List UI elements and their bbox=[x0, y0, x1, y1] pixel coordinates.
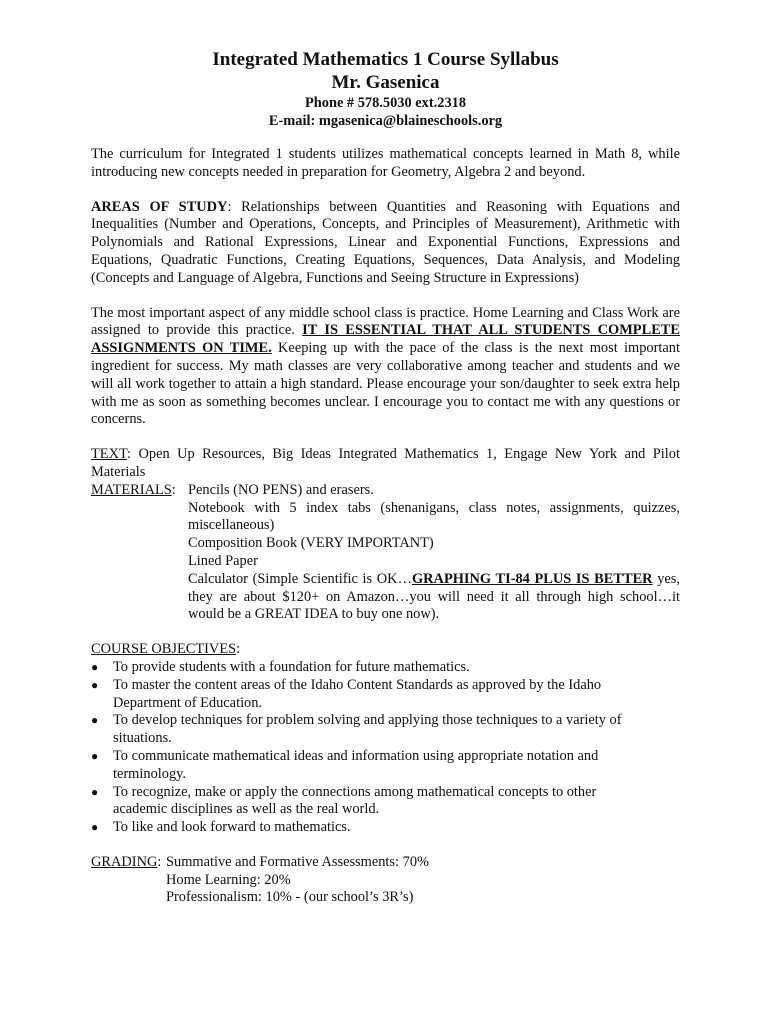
grading-line: Home Learning: 20% bbox=[166, 871, 291, 888]
list-item bbox=[91, 748, 680, 784]
grading-colon: : bbox=[157, 853, 162, 870]
bullet-icon: ● bbox=[91, 713, 99, 728]
objective-text: To like and look forward to mathematics. bbox=[113, 819, 351, 836]
syllabus-page bbox=[91, 48, 680, 907]
practice-text-2: Keeping up with the pace of the class is the next most important ingredient for success. My math classes are very collaborative among teacher and students and we will all work together to attain a high standard. Please encourage your son/daughter to seek extra help with me as soon as something becomes unclear. I encourage you to contact me with any questions or concerns. bbox=[91, 340, 681, 428]
objective-text: To develop techniques for problem solving and applying those techniques to a variety of situations. bbox=[113, 712, 622, 747]
course-objectives-heading bbox=[91, 641, 680, 659]
materials-label: MATERIALS bbox=[91, 481, 172, 498]
objective-text: To communicate mathematical ideas and information using appropriate notation and terminology. bbox=[113, 747, 599, 782]
course-objectives-section bbox=[91, 641, 680, 837]
objectives-list bbox=[91, 659, 680, 837]
areas-of-study-label: AREAS OF STUDY bbox=[91, 198, 228, 215]
grading-label: GRADING bbox=[91, 853, 158, 870]
list-item bbox=[91, 712, 680, 748]
grading-section bbox=[91, 854, 680, 907]
course-objectives-colon: : bbox=[236, 641, 241, 658]
materials-colon: : bbox=[171, 481, 176, 498]
grading-line: Professionalism: 10% - (our school’s 3R’s) bbox=[166, 889, 414, 906]
areas-of-study-text: : Relationships between Quantities and Reasoning with Equations and Inequalities (Number and Operations, Concepts, and Principles of Measurement), Arithmetic with Polynomials and Rational Expressions, Linear and Exponential Functions, Expressions and Equations, Quadratic Functions, Creating Equations, Sequences, Data Analysis, and Modeling (Concepts and Language of Algebra, Functions and Seeing Structure in Expressions) bbox=[91, 198, 680, 286]
materials-item: Lined Paper bbox=[188, 552, 258, 569]
calculator-emphasis: GRAPHING TI-84 PLUS IS BETTER bbox=[411, 570, 653, 587]
document-header bbox=[91, 48, 680, 130]
intro-paragraph: The curriculum for Integrated 1 students utilizes mathematical concepts learned in Math 8, while introducing new concepts needed in preparation for Geometry, Algebra 2 and beyond. bbox=[91, 146, 680, 180]
bullet-icon: ● bbox=[91, 677, 99, 692]
objective-text: To recognize, make or apply the connections among mathematical concepts to other academic disciplines as well as the real world. bbox=[113, 783, 597, 818]
grading-lines bbox=[166, 854, 680, 907]
bullet-icon: ● bbox=[91, 784, 99, 799]
list-item bbox=[91, 677, 680, 713]
email-address: E-mail: mgasenica@blaineschools.org bbox=[268, 113, 503, 129]
materials-label-cell bbox=[91, 482, 188, 624]
text-materials-section bbox=[91, 446, 680, 624]
materials-item: Notebook with 5 index tabs (shenanigans, class notes, assignments, quizzes, miscellaneous) bbox=[188, 499, 680, 534]
practice-emphasis: IT IS ESSENTIAL THAT ALL STUDENTS COMPLETE ASSIGNMENTS ON TIME. bbox=[91, 322, 680, 357]
practice-text-1: The most important aspect of any middle school class is practice. Home Learning and Class Work are assigned to provide this practice. bbox=[91, 304, 680, 339]
materials-list bbox=[188, 482, 680, 624]
bullet-icon: ● bbox=[91, 659, 99, 674]
bullet-icon: ● bbox=[91, 820, 99, 835]
objective-text: To provide students with a foundation for future mathematics. bbox=[113, 658, 470, 675]
grading-label-cell bbox=[91, 854, 166, 907]
objective-text: To master the content areas of the Idaho Content Standards as approved by the Idaho Department of Education. bbox=[113, 676, 602, 711]
document-title: Integrated Mathematics 1 Course Syllabus bbox=[212, 49, 559, 70]
list-item bbox=[91, 784, 680, 820]
materials-row bbox=[91, 482, 680, 624]
list-item bbox=[91, 819, 680, 837]
areas-of-study-paragraph bbox=[91, 199, 680, 288]
practice-paragraph bbox=[91, 305, 680, 430]
grading-line: Summative and Formative Assessments: 70% bbox=[166, 853, 430, 870]
calculator-text-2: yes, they are about $120+ on Amazon…you will need it all through high school…it would be a GREAT IDEA to buy one now). bbox=[188, 570, 680, 623]
materials-item: Pencils (NO PENS) and erasers. bbox=[188, 481, 374, 498]
materials-item: Composition Book (VERY IMPORTANT) bbox=[188, 535, 434, 552]
materials-item-calculator bbox=[188, 571, 680, 624]
calculator-text-1: Calculator (Simple Scientific is OK… bbox=[188, 570, 412, 587]
text-value: : Open Up Resources, Big Ideas Integrated Mathematics 1, Engage New York and Pilot Materials bbox=[91, 446, 680, 480]
teacher-name: Mr. Gasenica bbox=[331, 72, 440, 93]
phone-number: Phone # 578.5030 ext.2318 bbox=[304, 95, 467, 111]
list-item bbox=[91, 659, 680, 677]
course-objectives-label: COURSE OBJECTIVES bbox=[91, 641, 237, 658]
text-line bbox=[91, 446, 680, 482]
bullet-icon: ● bbox=[91, 748, 99, 763]
text-label: TEXT bbox=[91, 446, 128, 463]
